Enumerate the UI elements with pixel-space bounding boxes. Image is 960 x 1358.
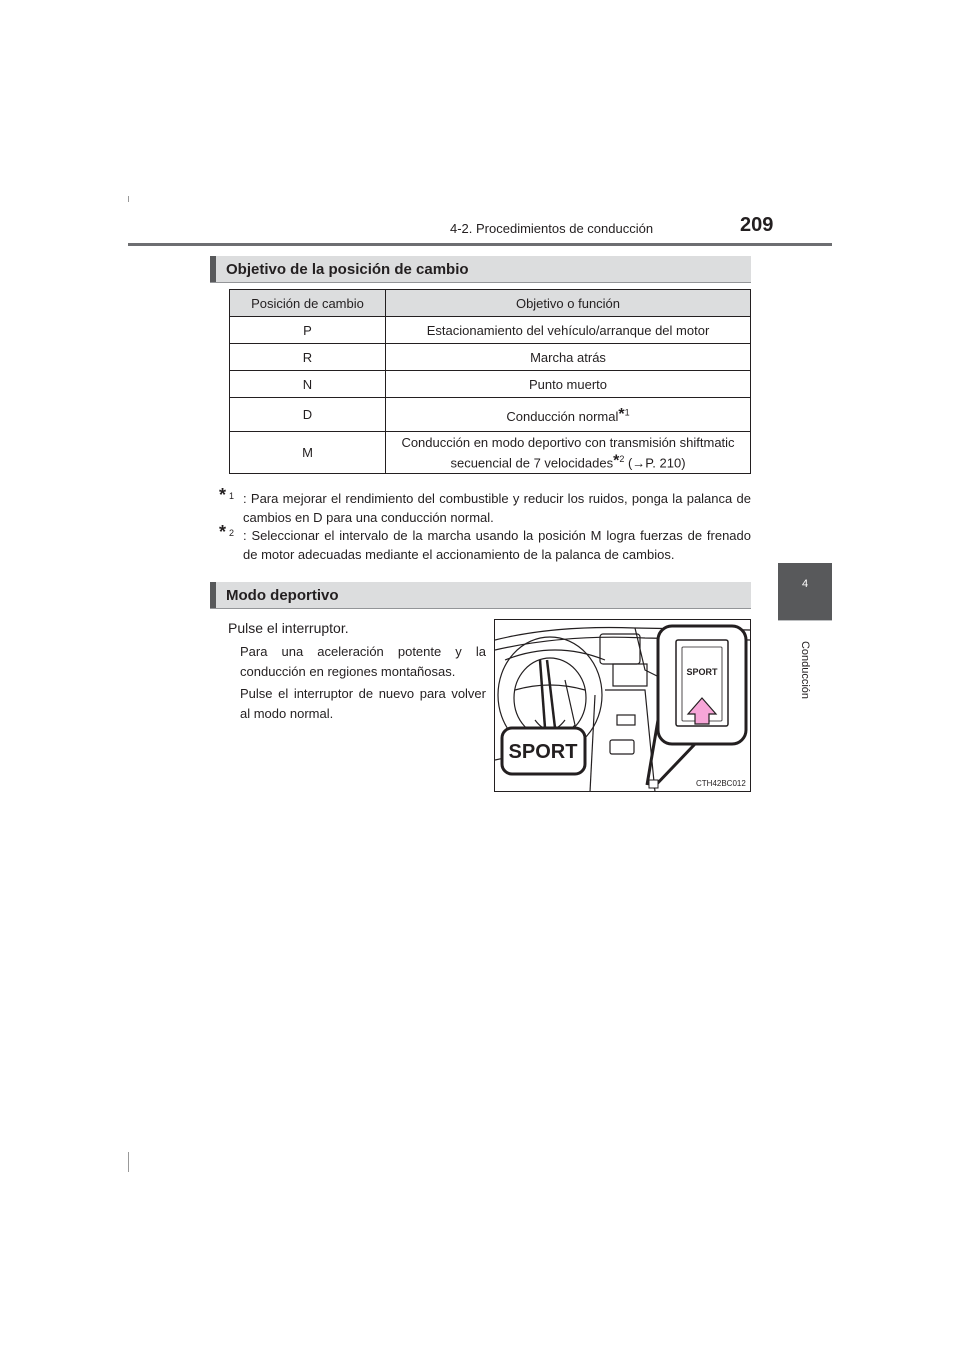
chapter-tab — [778, 563, 832, 620]
footnote-1 — [219, 485, 751, 527]
header-rule — [128, 243, 832, 246]
table-header: Posición de cambio — [230, 290, 386, 317]
switch-label-small: SPORT — [686, 667, 718, 677]
table-cell-function: Conducción normal*$^1$ — [386, 398, 751, 432]
sport-switch-illustration — [494, 619, 751, 792]
section-title-text: Objetivo de la posición de cambio — [226, 261, 469, 278]
chapter-number: 4 — [801, 578, 809, 590]
table-cell-function: Estacionamiento del vehículo/arranque del motor — [386, 317, 751, 344]
footnote-asterisk: * — [219, 522, 227, 542]
footnote-2 — [219, 522, 751, 564]
table-cell-function: Marcha atrás — [386, 344, 751, 371]
table-row — [230, 317, 751, 344]
detail-text-2: Pulse el interruptor de nuevo para volver al modo normal. — [240, 686, 486, 721]
detail-text-1: Para una aceleración potente y la conducción en regiones montañosas. — [240, 644, 486, 679]
crop-mark — [128, 196, 129, 202]
table-cell-function: Conducción en modo deportivo con transmisión shiftmatic secuencial de 7 velocidades*$^2$ (→P. 210) — [386, 432, 751, 474]
page-number: 209 — [740, 214, 774, 236]
footnote-text: : Seleccionar el intervalo de la marcha usando la posición M logra fuerzas de frenado de motor adecuadas mediante el accionamiento de la palanca de cambios. — [243, 528, 751, 562]
section-title-bar — [210, 256, 216, 282]
table-row — [230, 432, 751, 474]
table-cell-position: P — [230, 317, 386, 344]
table-header: Objetivo o función — [386, 290, 751, 317]
footnote-number: 2 — [229, 528, 235, 538]
switch-label-large: SPORT — [508, 741, 578, 763]
section-title-sport-mode — [210, 582, 751, 609]
instruction-text: Pulse el interruptor. — [228, 620, 349, 636]
chapter-tab-rule — [778, 620, 832, 621]
table-row — [230, 371, 751, 398]
table-row — [230, 344, 751, 371]
footnote-asterisk: * — [219, 485, 227, 505]
section-title-bar — [210, 582, 216, 608]
table-header-row — [230, 290, 751, 317]
crop-mark — [128, 1152, 129, 1172]
chapter-label: Conducción — [799, 640, 811, 700]
running-header: 4-2. Procedimientos de conducción — [450, 221, 654, 236]
shift-position-table — [229, 289, 751, 474]
table-cell-position: N — [230, 371, 386, 398]
dashboard-drawing — [495, 620, 751, 792]
table-cell-position: M — [230, 432, 386, 474]
figure-code: CTH42BC012 — [696, 779, 746, 788]
table-cell-position: R — [230, 344, 386, 371]
table-cell-position: D — [230, 398, 386, 432]
table-cell-function: Punto muerto — [386, 371, 751, 398]
section-title-shift-position — [210, 256, 751, 283]
footnote-number: 1 — [229, 491, 235, 501]
section-title-text: Modo deportivo — [226, 587, 339, 604]
table-row — [230, 398, 751, 432]
footnote-text: : Para mejorar el rendimiento del combustible y reducir los ruidos, ponga la palanca de cambios en D para una conducción normal. — [243, 491, 751, 525]
